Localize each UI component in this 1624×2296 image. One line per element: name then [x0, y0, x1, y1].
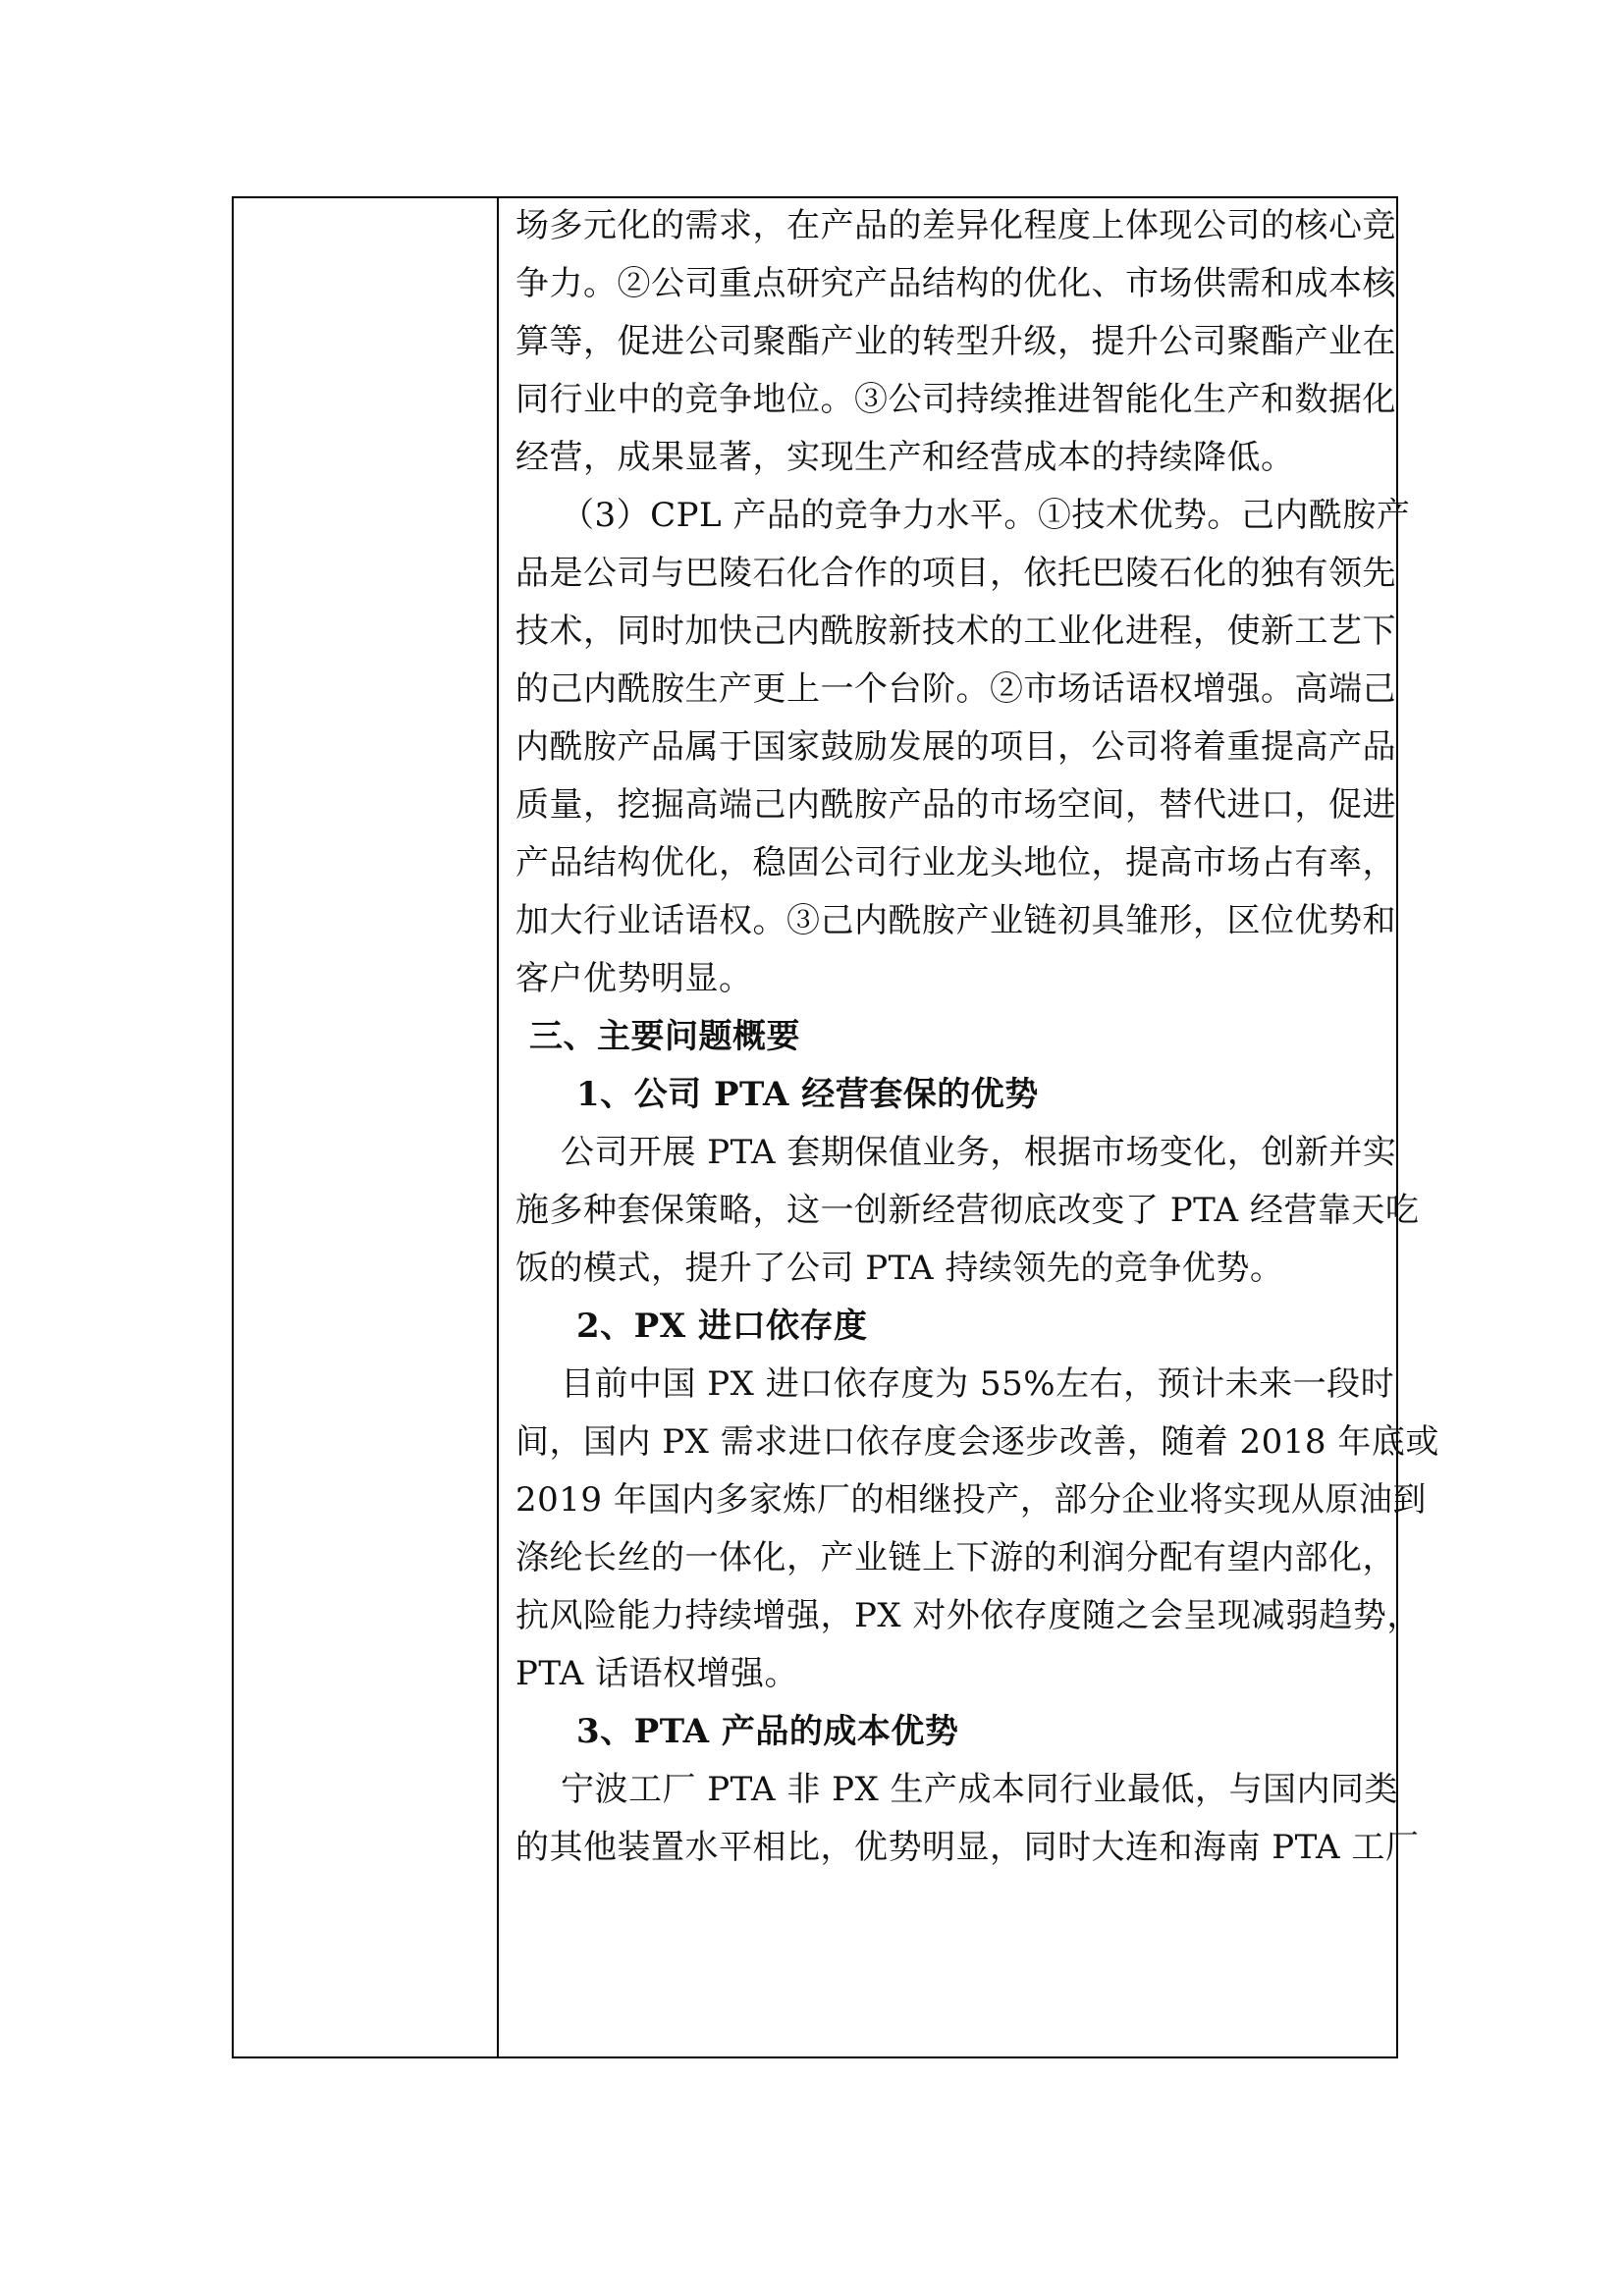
- text-line: 目前中国 PX 进口依存度为 55%左右，预计未来一段时: [561, 1364, 1395, 1404]
- text-line: 产品结构优化，稳固公司行业龙头地位，提高市场占有率，: [515, 843, 1396, 882]
- subsection-heading: 2、PX 进口依存度: [576, 1307, 868, 1346]
- text-line: 的其他装置水平相比，优势明显，同时大连和海南 PTA 工厂: [515, 1828, 1420, 1867]
- text-line: 场多元化的需求，在产品的差异化程度上体现公司的核心竞: [515, 206, 1396, 245]
- text-line: 涤纶长丝的一体化，产业链上下游的利润分配有望内部化，: [515, 1538, 1396, 1577]
- text-line: 的己内酰胺生产更上一个台阶。②市场话语权增强。高端己: [515, 669, 1396, 709]
- text-line: 内酰胺产品属于国家鼓励发展的项目，公司将着重提高产品: [515, 727, 1396, 767]
- text-line: 品是公司与巴陵石化合作的项目，依托巴陵石化的独有领先: [515, 554, 1396, 593]
- text-line: 公司开展 PTA 套期保值业务，根据市场变化，创新并实: [561, 1133, 1397, 1172]
- text-line: （3）CPL 产品的竞争力水平。①技术优势。己内酰胺产: [561, 496, 1411, 535]
- text-line: 同行业中的竞争地位。③公司持续推进智能化生产和数据化: [515, 380, 1396, 419]
- text-line: 技术，同时加快己内酰胺新技术的工业化进程，使新工艺下: [515, 612, 1396, 651]
- text-line: 加大行业话语权。③己内酰胺产业链初具雏形，区位优势和: [515, 901, 1396, 940]
- text-line: 宁波工厂 PTA 非 PX 生产成本同行业最低，与国内同类: [561, 1770, 1399, 1809]
- text-line: PTA 话语权增强。: [515, 1654, 799, 1693]
- text-line: 间，国内 PX 需求进口依存度会逐步改善，随着 2018 年底或: [515, 1422, 1439, 1462]
- text-line: 施多种套保策略，这一创新经营彻底改变了 PTA 经营靠天吃: [515, 1191, 1420, 1230]
- subsection-heading: 1、公司 PTA 经营套保的优势: [576, 1075, 1039, 1114]
- text-line: 算等，促进公司聚酯产业的转型升级，提升公司聚酯产业在: [515, 322, 1396, 361]
- text-line: 客户优势明显。: [515, 959, 753, 998]
- right-cell-content: [515, 206, 1439, 1888]
- text-line: 饭的模式，提升了公司 PTA 持续领先的竞争优势。: [515, 1249, 1284, 1288]
- text-line: 争力。②公司重点研究产品结构的优化、市场供需和成本核: [515, 264, 1396, 303]
- section-heading: 三、主要问题概要: [529, 1017, 800, 1056]
- text-line: 抗风险能力持续增强，PX 对外依存度随之会呈现减弱趋势，: [515, 1596, 1421, 1635]
- column-divider: [497, 196, 499, 2058]
- text-line: 经营，成果显著，实现生产和经营成本的持续降低。: [515, 438, 1295, 477]
- text-line: 质量，挖掘高端己内酰胺产品的市场空间，替代进口，促进: [515, 785, 1396, 825]
- subsection-heading: 3、PTA 产品的成本优势: [576, 1712, 959, 1751]
- text-line: 2019 年国内多家炼厂的相继投产，部分企业将实现从原油到: [515, 1480, 1427, 1520]
